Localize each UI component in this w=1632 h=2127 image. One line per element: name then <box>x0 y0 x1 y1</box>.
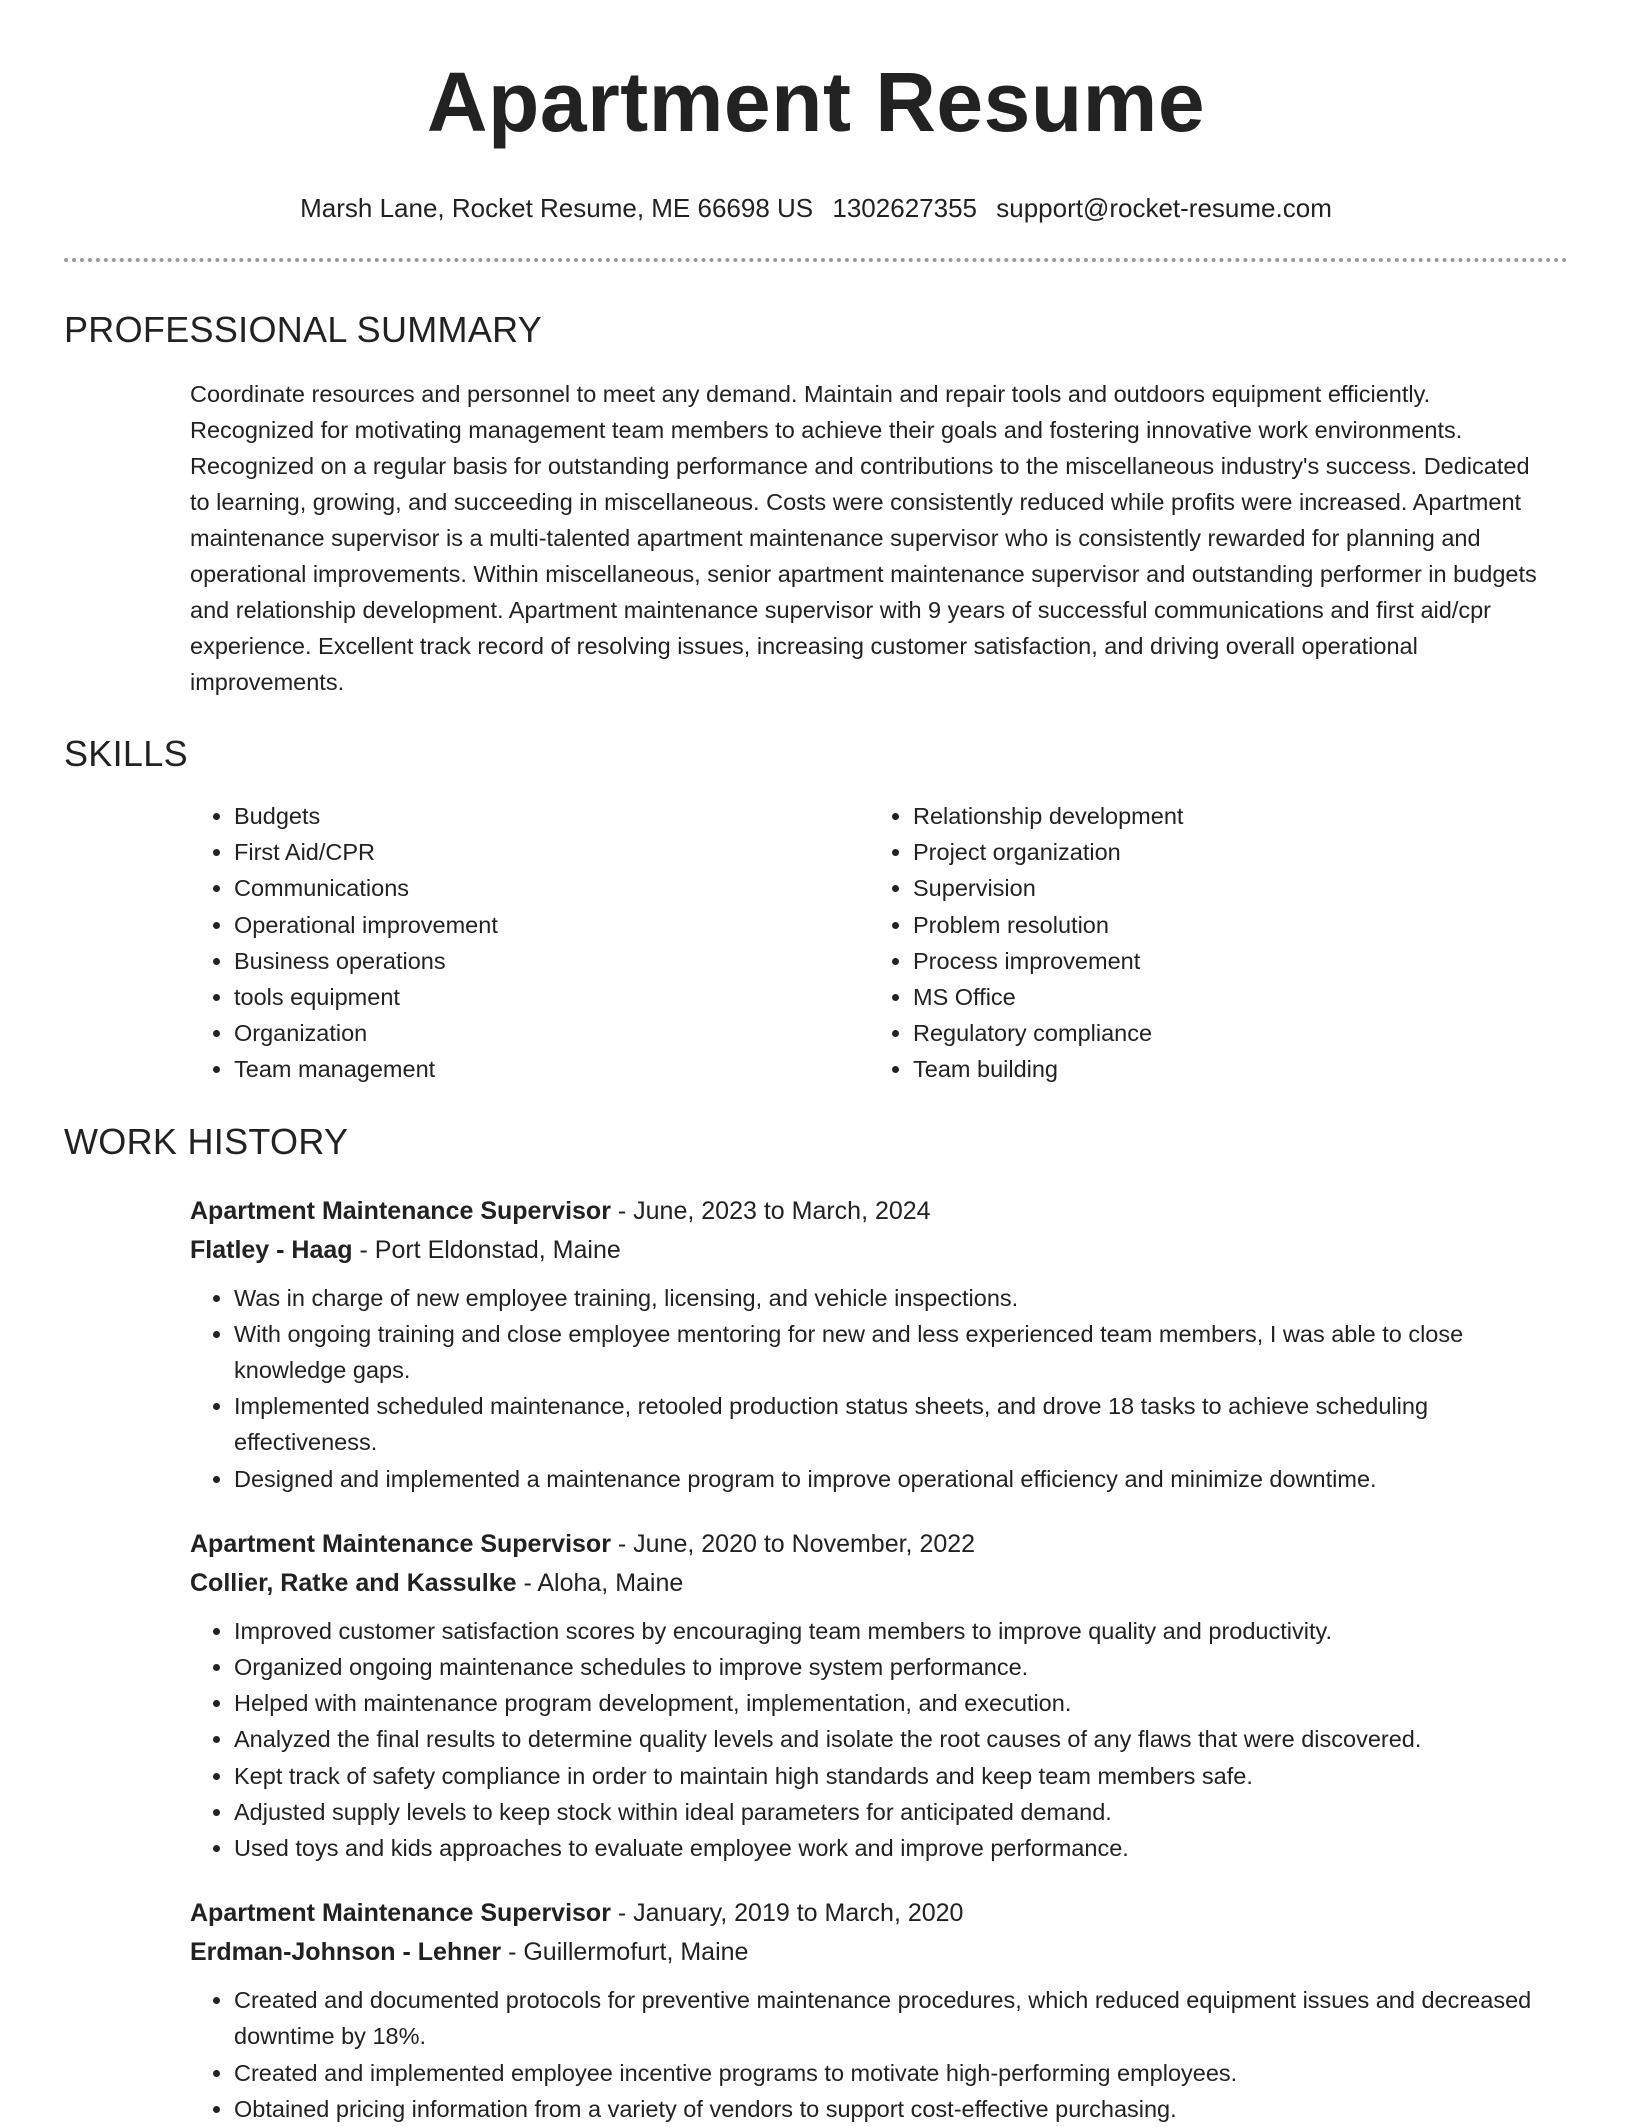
summary-text: Coordinate resources and personnel to meet any demand. Maintain and repair tools and outdoors equipment efficiently. Recognized for motivating management team members to achieve their goals and fostering innovative work environments. Recognized on a regular basis for outstanding performance and contributions to the miscellaneous industry's success. Dedicated to learning, growing, and succeeding in miscellaneous. Costs were consistently reduced while profits were increased. Apartment maintenance supervisor is a multi-talented apartment maintenance supervisor who is consistently rewarded for planning and operational improvements. Within miscellaneous, senior apartment maintenance supervisor and outstanding performer in budgets and relationship development. Apartment maintenance supervisor with 9 years of successful communications and first aid/cpr experience. Excellent track record of resolving issues, increasing customer satisfaction, and driving overall operational improvements. <box>190 381 1537 695</box>
job-bullet: • Kept track of safety compliance in order to maintain high standards and keep team members safe. <box>234 1758 1544 1794</box>
contact-line <box>64 192 1568 224</box>
job-bullet: • Used toys and kids approaches to evaluate employee work and improve performance. <box>234 1830 1544 1866</box>
job-company-line <box>190 1933 1568 1972</box>
job-bullets <box>190 1982 1568 2127</box>
job-company: Collier, Ratke and Kassulke <box>190 1568 517 1597</box>
job-entry <box>190 1894 1568 2127</box>
job-bullet: • Organized ongoing maintenance schedules to improve system performance. <box>234 1649 1544 1685</box>
skill-item: • Team building <box>913 1051 1183 1087</box>
summary-heading: PROFESSIONAL SUMMARY <box>64 309 543 350</box>
job-bullet: • Implemented scheduled maintenance, retooled production status sheets, and drove 18 tasks to achieve scheduling effectiveness. <box>234 1388 1544 1460</box>
job-bullet: • Created and implemented employee incentive programs to motivate high-performing employees. <box>234 2055 1544 2091</box>
contact-email: support@rocket-resume.com <box>996 193 1332 223</box>
contact-address: Marsh Lane, Rocket Resume, ME 66698 US <box>300 193 814 223</box>
job-role: Apartment Maintenance Supervisor <box>190 1196 611 1225</box>
skill-item: • Business operations <box>234 943 869 979</box>
skill-item: • Relationship development <box>913 798 1183 834</box>
job-location: - Aloha, Maine <box>516 1568 684 1597</box>
skill-item: • MS Office <box>913 979 1183 1015</box>
skill-item: • Operational improvement <box>234 907 869 943</box>
work-history-heading: WORK HISTORY <box>64 1120 349 1162</box>
skill-item: • tools equipment <box>234 979 869 1015</box>
job-entry <box>190 1192 1568 1497</box>
job-bullet: • Designed and implemented a maintenance program to improve operational efficiency and minimize downtime. <box>234 1461 1544 1497</box>
skill-item: • Problem resolution <box>913 907 1183 943</box>
skill-item: • Team management <box>234 1051 869 1087</box>
job-company: Erdman-Johnson - Lehner <box>190 1938 502 1967</box>
job-dates: - June, 2023 to March, 2024 <box>610 1196 931 1225</box>
job-dates: - June, 2020 to November, 2022 <box>610 1529 976 1558</box>
work-history-list <box>64 1192 1568 2127</box>
job-entry <box>190 1525 1568 1866</box>
job-bullet: • With ongoing training and close employee mentoring for new and less experienced team members, I was able to close knowledge gaps. <box>234 1316 1544 1388</box>
job-bullet: • Was in charge of new employee training, licensing, and vehicle inspections. <box>234 1280 1544 1316</box>
skill-item: • Project organization <box>913 834 1183 870</box>
skills-column-left <box>190 798 869 1088</box>
skill-item: • Regulatory compliance <box>913 1015 1183 1051</box>
job-title-line <box>190 1192 1568 1231</box>
skill-item: • First Aid/CPR <box>234 834 869 870</box>
job-company-line <box>190 1231 1568 1270</box>
job-title-line <box>190 1525 1568 1564</box>
job-company-line <box>190 1564 1568 1603</box>
job-bullets <box>190 1280 1568 1497</box>
job-dates: - January, 2019 to March, 2020 <box>610 1899 964 1928</box>
header-divider <box>64 258 1568 262</box>
skills-column-right <box>869 798 1183 1088</box>
contact-phone: 1302627355 <box>832 193 977 223</box>
job-bullet: • Analyzed the final results to determine quality levels and isolate the root causes of any flaws that were discovered. <box>234 1721 1544 1757</box>
job-bullets <box>190 1613 1568 1866</box>
skills-list <box>64 798 1568 1088</box>
skill-item: • Organization <box>234 1015 869 1051</box>
skill-item: • Process improvement <box>913 943 1183 979</box>
job-company: Flatley - Haag <box>190 1235 353 1264</box>
skill-item: • Supervision <box>913 870 1183 906</box>
resume-title: Apartment Resume <box>426 55 1206 149</box>
job-title-line <box>190 1894 1568 1933</box>
skill-item: • Communications <box>234 870 869 906</box>
job-location: - Guillermofurt, Maine <box>501 1938 749 1967</box>
job-bullet: • Helped with maintenance program development, implementation, and execution. <box>234 1685 1544 1721</box>
job-bullet: • Obtained pricing information from a variety of vendors to support cost-effective purchasing. <box>234 2091 1544 2127</box>
job-role: Apartment Maintenance Supervisor <box>190 1899 611 1928</box>
job-bullet: • Adjusted supply levels to keep stock within ideal parameters for anticipated demand. <box>234 1794 1544 1830</box>
job-location: - Port Eldonstad, Maine <box>352 1235 621 1264</box>
skill-item: • Budgets <box>234 798 869 834</box>
job-bullet: • Created and documented protocols for preventive maintenance procedures, which reduced equipment issues and decreased downtime by 18%. <box>234 1982 1544 2054</box>
skills-heading: SKILLS <box>64 733 188 774</box>
job-bullet: • Improved customer satisfaction scores by encouraging team members to improve quality and productivity. <box>234 1613 1544 1649</box>
job-role: Apartment Maintenance Supervisor <box>190 1529 611 1558</box>
